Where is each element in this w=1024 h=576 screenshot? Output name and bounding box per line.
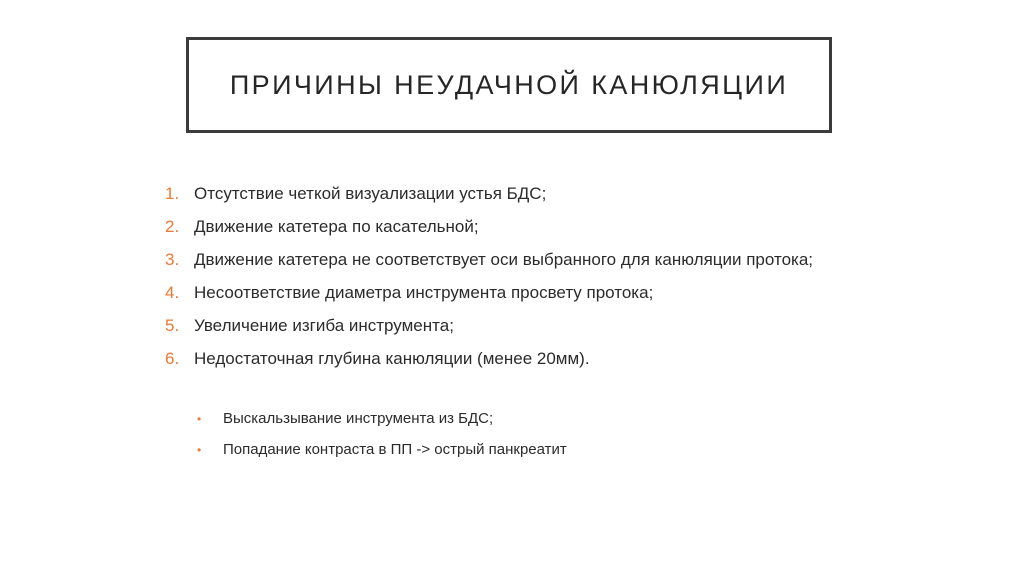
list-item-1 (165, 183, 845, 205)
sublist-item-1 (197, 409, 567, 429)
numbered-list (165, 183, 845, 381)
list-item-text: Увеличение изгиба инструмента; (194, 316, 454, 335)
list-number: 5. (165, 316, 180, 335)
list-item-text: Движение катетера по касательной; (194, 217, 479, 236)
bullet-icon: • (197, 443, 202, 457)
list-item-text: Движение катетера не соответствует оси выбранного для канюляции протока; (194, 250, 814, 269)
bullet-icon: • (197, 412, 202, 426)
list-item-5 (165, 315, 845, 337)
list-number: 2. (165, 217, 180, 236)
list-number: 6. (165, 349, 180, 368)
list-number: 1. (165, 184, 180, 203)
sublist-item-text: Выскальзывание инструмента из БДС; (223, 410, 494, 427)
list-item-2 (165, 216, 845, 238)
sublist-item-text: Попадание контраста в ПП -> острый панкреатит (223, 441, 567, 458)
list-item-text: Недостаточная глубина канюляции (менее 20мм). (194, 349, 590, 368)
list-item-4 (165, 282, 845, 304)
list-number: 4. (165, 283, 180, 302)
bullet-sublist (197, 409, 567, 471)
slide-title: ПРИЧИНЫ НЕУДАЧНОЙ КАНЮЛЯЦИИ (229, 69, 789, 100)
list-number: 3. (165, 250, 180, 269)
list-item-text: Несоответствие диаметра инструмента просвету протока; (194, 283, 654, 302)
list-item-3 (165, 249, 845, 271)
list-item-6 (165, 348, 845, 370)
sublist-item-2 (197, 440, 567, 460)
title-box (186, 37, 832, 133)
list-item-text: Отсутствие четкой визуализации устья БДС; (194, 184, 547, 203)
